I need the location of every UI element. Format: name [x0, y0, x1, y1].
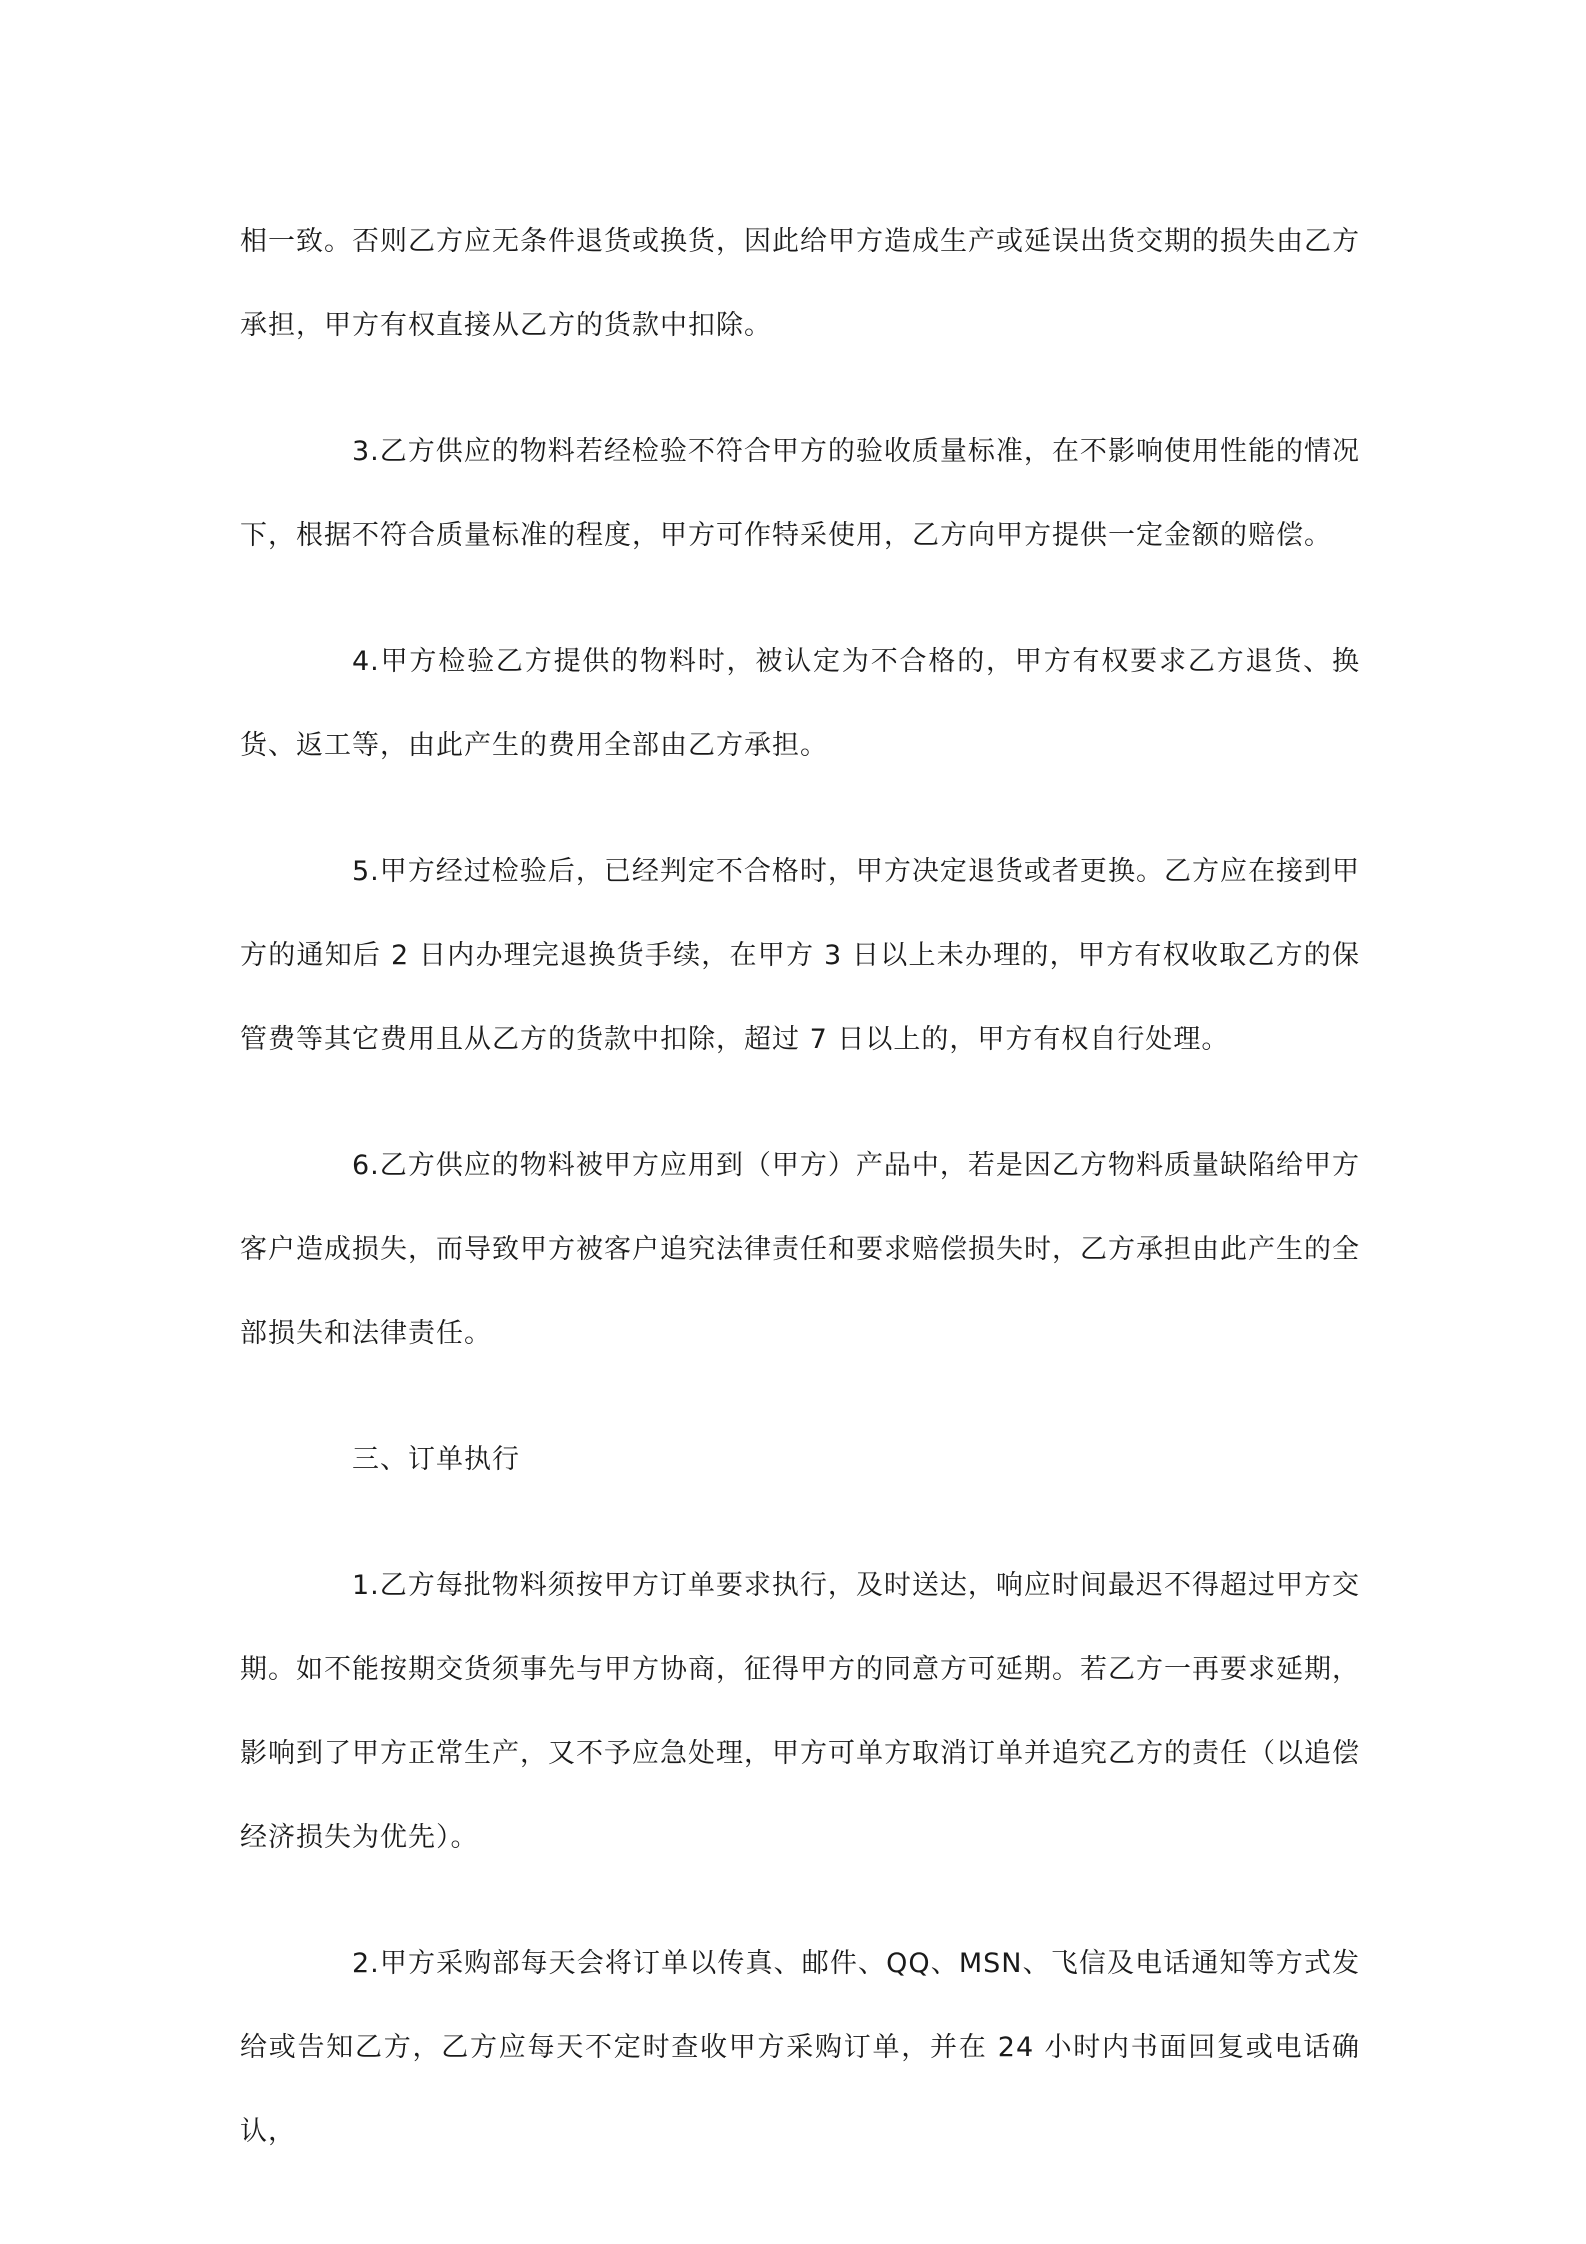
paragraph-order-clause-2: 2.甲方采购部每天会将订单以传真、邮件、QQ、MSN、飞信及电话通知等方式发给或告知乙方，乙方应每天不定时查收甲方采购订单，并在 24 小时内书面回复或电话确认， [240, 1948, 1360, 2147]
paragraph-clause-4: 4.甲方检验乙方提供的物料时，被认定为不合格的，甲方有权要求乙方退货、换货、返工等，由此产生的费用全部由乙方承担。 [240, 646, 1360, 761]
paragraph-clause-3: 3.乙方供应的物料若经检验不符合甲方的验收质量标准，在不影响使用性能的情况下，根据不符合质量标准的程度，甲方可作特采使用，乙方向甲方提供一定金额的赔偿。 [240, 436, 1360, 551]
paragraph-order-clause-1: 1.乙方每批物料须按甲方订单要求执行，及时送达，响应时间最迟不得超过甲方交期。如不能按期交货须事先与甲方协商，征得甲方的同意方可延期。若乙方一再要求延期，影响到了甲方正常生产，又不予应急处理，甲方可单方取消订单并追究乙方的责任（以追偿经济损失为优先）。 [240, 1570, 1360, 1853]
paragraph-clause-6: 6.乙方供应的物料被甲方应用到（甲方）产品中，若是因乙方物料质量缺陷给甲方客户造成损失，而导致甲方被客户追究法律责任和要求赔偿损失时，乙方承担由此产生的全部损失和法律责任。 [240, 1150, 1360, 1349]
section-heading-order-execution: 三、订单执行 [352, 1444, 520, 1475]
paragraph-clause-5: 5.甲方经过检验后，已经判定不合格时，甲方决定退货或者更换。乙方应在接到甲方的通知后 2 日内办理完退换货手续，在甲方 3 日以上未办理的，甲方有权收取乙方的保管费等其它费用且从乙方的货款中扣除，超过 7 日以上的，甲方有权自行处理。 [240, 856, 1360, 1055]
paragraph-continuation: 相一致。否则乙方应无条件退货或换货，因此给甲方造成生产或延误出货交期的损失由乙方承担，甲方有权直接从乙方的货款中扣除。 [240, 226, 1360, 341]
document-page [240, 200, 1360, 2174]
